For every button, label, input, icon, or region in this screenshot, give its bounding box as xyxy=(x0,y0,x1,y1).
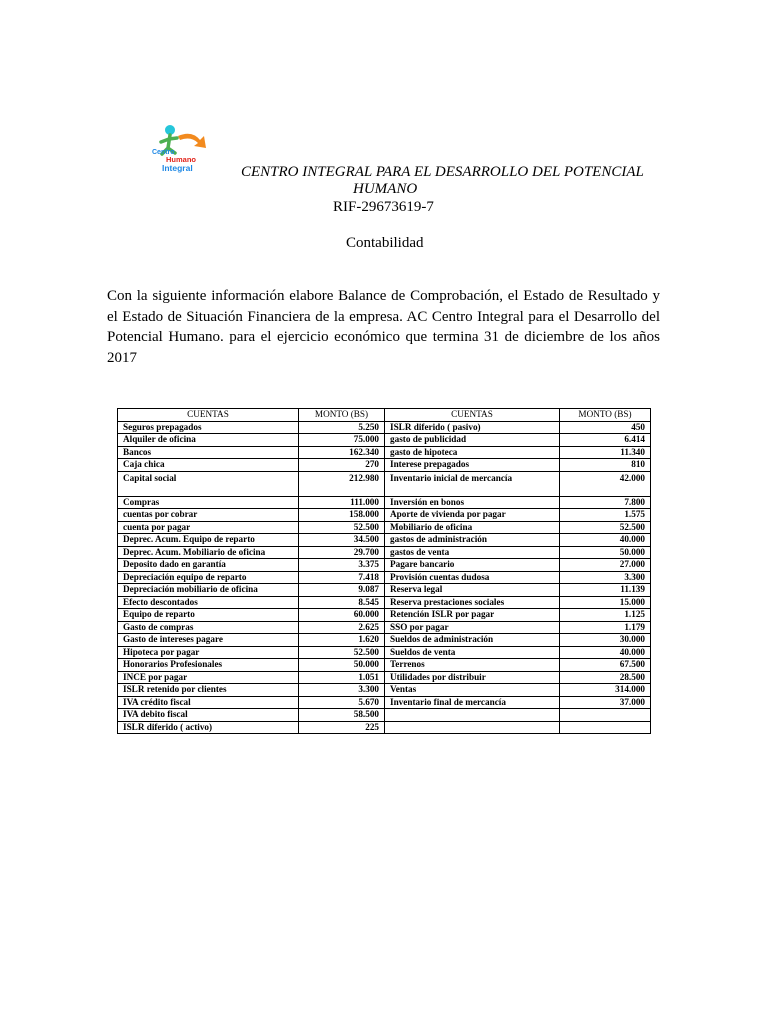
account-name-left: Depreciación mobiliario de oficina xyxy=(118,584,299,597)
account-name-left: IVA debito fiscal xyxy=(118,709,299,722)
amount-left: 52.500 xyxy=(299,646,385,659)
account-name-right: Reserva prestaciones sociales xyxy=(385,596,560,609)
col-header-cuentas-2: CUENTAS xyxy=(385,409,560,422)
account-name-right: Inventario inicial de mercancía xyxy=(385,471,560,496)
table-row xyxy=(118,434,651,447)
account-name-right: gastos de administración xyxy=(385,534,560,547)
amount-right: 1.179 xyxy=(560,621,651,634)
amount-right xyxy=(560,709,651,722)
account-name-right: SSO por pagar xyxy=(385,621,560,634)
account-name-right: Terrenos xyxy=(385,659,560,672)
account-name-left: IVA crédito fiscal xyxy=(118,696,299,709)
account-name-left: cuentas por cobrar xyxy=(118,509,299,522)
amount-left: 8.545 xyxy=(299,596,385,609)
account-name-right: Provisión cuentas dudosa xyxy=(385,571,560,584)
amount-right: 6.414 xyxy=(560,434,651,447)
amount-right: 30.000 xyxy=(560,634,651,647)
org-title-line1: CENTRO INTEGRAL PARA EL DESARROLLO DEL POTENCIAL xyxy=(241,164,644,180)
table-row xyxy=(118,521,651,534)
account-name-right: Utilidades por distribuir xyxy=(385,671,560,684)
amount-left: 9.087 xyxy=(299,584,385,597)
account-name-right: gasto de publicidad xyxy=(385,434,560,447)
account-name-right: Aporte de vivienda por pagar xyxy=(385,509,560,522)
amount-right: 40.000 xyxy=(560,534,651,547)
account-name-right xyxy=(385,709,560,722)
table-row xyxy=(118,596,651,609)
amount-left: 75.000 xyxy=(299,434,385,447)
table-row xyxy=(118,621,651,634)
account-name-left: Deposito dado en garantía xyxy=(118,559,299,572)
amount-left: 60.000 xyxy=(299,609,385,622)
amount-right: 450 xyxy=(560,421,651,434)
account-name-left: Bancos xyxy=(118,446,299,459)
amount-right: 42.000 xyxy=(560,471,651,496)
table-row xyxy=(118,459,651,472)
logo-text-line3: Integral xyxy=(162,163,193,173)
organization-logo xyxy=(148,122,212,176)
amount-right: 3.300 xyxy=(560,571,651,584)
account-name-right: Inventario final de mercancía xyxy=(385,696,560,709)
table-row xyxy=(118,509,651,522)
subject-heading: Contabilidad xyxy=(346,235,424,251)
account-name-left: Alquiler de oficina xyxy=(118,434,299,447)
table-header-row xyxy=(118,409,651,422)
amount-left: 1.620 xyxy=(299,634,385,647)
amount-right: 314.000 xyxy=(560,684,651,697)
table-row xyxy=(118,721,651,734)
account-name-left: Efecto descontados xyxy=(118,596,299,609)
account-name-right: Interese prepagados xyxy=(385,459,560,472)
logo-arrow-icon xyxy=(178,134,206,148)
account-name-right: Pagare bancario xyxy=(385,559,560,572)
table-row xyxy=(118,671,651,684)
amount-right: 1.125 xyxy=(560,609,651,622)
account-name-right: Mobiliario de oficina xyxy=(385,521,560,534)
col-header-monto-1: MONTO (BS) xyxy=(299,409,385,422)
amount-right: 40.000 xyxy=(560,646,651,659)
amount-left: 158.000 xyxy=(299,509,385,522)
account-name-right: Sueldos de administración xyxy=(385,634,560,647)
account-name-left: Seguros prepagados xyxy=(118,421,299,434)
table-row xyxy=(118,684,651,697)
org-title-line2: HUMANO xyxy=(353,181,418,197)
amount-left: 162.340 xyxy=(299,446,385,459)
amount-right: 27.000 xyxy=(560,559,651,572)
amount-right: 7.800 xyxy=(560,496,651,509)
logo-text-line2: Humano xyxy=(166,155,196,164)
account-name-left: Gasto de compras xyxy=(118,621,299,634)
amount-left: 1.051 xyxy=(299,671,385,684)
table-row xyxy=(118,696,651,709)
account-name-left: Caja chica xyxy=(118,459,299,472)
col-header-monto-2: MONTO (BS) xyxy=(560,409,651,422)
amount-left: 212.980 xyxy=(299,471,385,496)
table-row xyxy=(118,571,651,584)
amount-right: 67.500 xyxy=(560,659,651,672)
amount-left: 5.670 xyxy=(299,696,385,709)
amount-right: 11.340 xyxy=(560,446,651,459)
account-name-left: Compras xyxy=(118,496,299,509)
account-name-left: INCE por pagar xyxy=(118,671,299,684)
amount-right: 52.500 xyxy=(560,521,651,534)
account-name-right: gasto de hipoteca xyxy=(385,446,560,459)
account-name-left: Honorarios Profesionales xyxy=(118,659,299,672)
account-name-left: Equipo de reparto xyxy=(118,609,299,622)
amount-left: 111.000 xyxy=(299,496,385,509)
table-row xyxy=(118,584,651,597)
amount-left: 3.300 xyxy=(299,684,385,697)
logo-text-line1: Centro xyxy=(152,149,175,156)
accounts-table xyxy=(117,408,651,734)
amount-left: 3.375 xyxy=(299,559,385,572)
amount-left: 50.000 xyxy=(299,659,385,672)
col-header-cuentas-1: CUENTAS xyxy=(118,409,299,422)
amount-right: 1.575 xyxy=(560,509,651,522)
table-row xyxy=(118,559,651,572)
account-name-right xyxy=(385,721,560,734)
table-row xyxy=(118,446,651,459)
account-name-right: Sueldos de venta xyxy=(385,646,560,659)
account-name-left: Capital social xyxy=(118,471,299,496)
amount-right: 15.000 xyxy=(560,596,651,609)
account-name-left: Depreciación equipo de reparto xyxy=(118,571,299,584)
account-name-left: ISLR diferido ( activo) xyxy=(118,721,299,734)
table-row xyxy=(118,634,651,647)
table-row xyxy=(118,659,651,672)
table-row xyxy=(118,646,651,659)
amount-left: 52.500 xyxy=(299,521,385,534)
table-row xyxy=(118,609,651,622)
amount-left: 34.500 xyxy=(299,534,385,547)
account-name-left: ISLR retenido por clientes xyxy=(118,684,299,697)
table-row xyxy=(118,421,651,434)
amount-right: 11.139 xyxy=(560,584,651,597)
account-name-left: Gasto de intereses pagare xyxy=(118,634,299,647)
account-name-left: cuenta por pagar xyxy=(118,521,299,534)
account-name-right: ISLR diferido ( pasivo) xyxy=(385,421,560,434)
amount-right xyxy=(560,721,651,734)
account-name-right: Ventas xyxy=(385,684,560,697)
amount-left: 7.418 xyxy=(299,571,385,584)
amount-right: 50.000 xyxy=(560,546,651,559)
account-name-left: Deprec. Acum. Equipo de reparto xyxy=(118,534,299,547)
amount-right: 37.000 xyxy=(560,696,651,709)
amount-left: 270 xyxy=(299,459,385,472)
table-row xyxy=(118,471,651,496)
table-row xyxy=(118,709,651,722)
intro-paragraph: Con la siguiente información elabore Balance de Comprobación, el Estado de Resultado y el Estado de Situación Financiera de la empresa. AC Centro Integral para el Desarrollo del Potencial Humano. para el ejercicio económico que termina 31 de diciembre de los años 2017 xyxy=(107,288,660,366)
account-name-right: gastos de venta xyxy=(385,546,560,559)
amount-right: 810 xyxy=(560,459,651,472)
amount-right: 28.500 xyxy=(560,671,651,684)
amount-left: 5.250 xyxy=(299,421,385,434)
rif-number: RIF-29673619-7 xyxy=(333,199,434,215)
account-name-right: Inversión en bonos xyxy=(385,496,560,509)
amount-left: 225 xyxy=(299,721,385,734)
amount-left: 29.700 xyxy=(299,546,385,559)
table-row xyxy=(118,546,651,559)
account-name-right: Retención ISLR por pagar xyxy=(385,609,560,622)
account-name-right: Reserva legal xyxy=(385,584,560,597)
account-name-left: Hipoteca por pagar xyxy=(118,646,299,659)
amount-left: 58.500 xyxy=(299,709,385,722)
amount-left: 2.625 xyxy=(299,621,385,634)
table-row xyxy=(118,534,651,547)
account-name-left: Deprec. Acum. Mobiliario de oficina xyxy=(118,546,299,559)
table-row xyxy=(118,496,651,509)
